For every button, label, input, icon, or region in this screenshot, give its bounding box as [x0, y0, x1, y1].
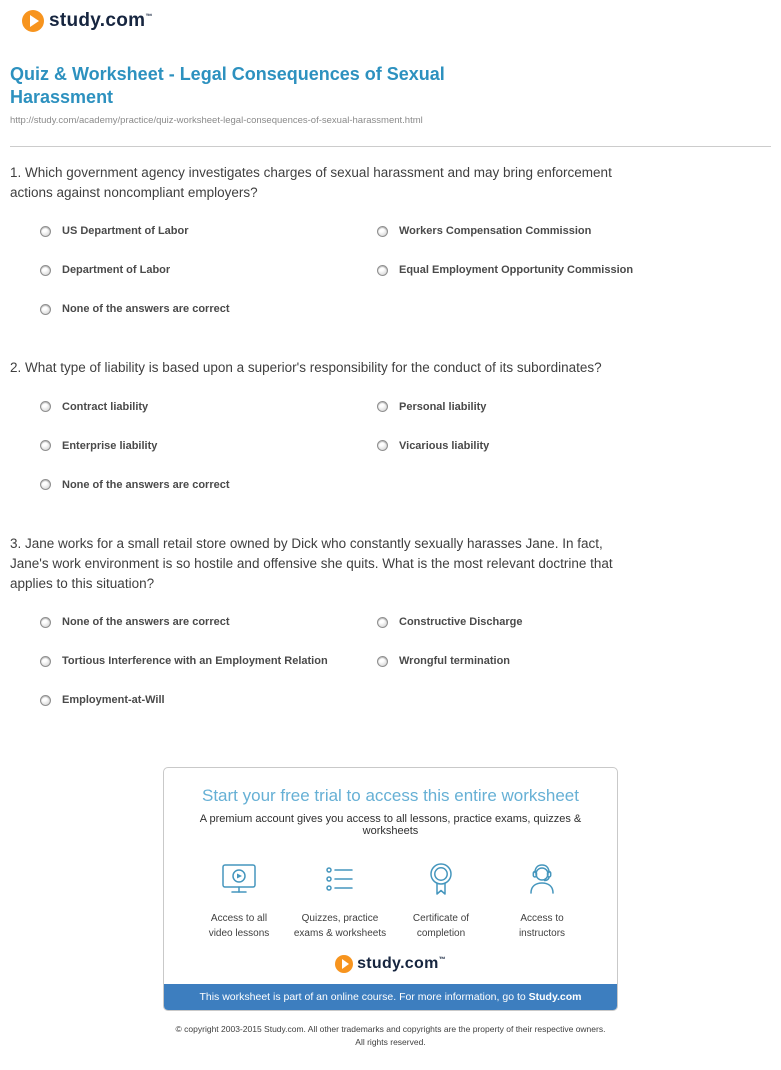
option-label: Vicarious liability — [399, 439, 490, 452]
option-label: None of the answers are correct — [62, 303, 230, 316]
play-circle-icon — [335, 955, 353, 973]
option-label: Personal liability — [399, 400, 487, 413]
option-label: US Department of Labor — [62, 225, 189, 238]
feature-certificate — [392, 859, 490, 941]
logo-text — [357, 955, 446, 973]
option-label: Enterprise liability — [62, 439, 158, 452]
options-right-column — [377, 225, 633, 342]
radio-button-icon[interactable] — [377, 226, 388, 237]
free-trial-promo-card — [163, 767, 618, 1011]
trademark-symbol: ™ — [145, 13, 153, 21]
option-label: None of the answers are correct — [62, 478, 230, 491]
feature-label — [392, 912, 490, 941]
radio-button-icon[interactable] — [40, 695, 51, 706]
feature-label — [291, 912, 389, 941]
question-text: 1. Which government agency investigates charges of sexual harassment and may bring enforcement actions against noncompliant employers? — [10, 164, 612, 201]
answer-options — [10, 616, 771, 733]
radio-button-icon[interactable] — [40, 617, 51, 628]
feature-label — [190, 912, 288, 941]
answer-option[interactable] — [377, 616, 522, 628]
feature-label-line1: Quizzes, practice — [301, 913, 379, 925]
banner-text: This worksheet is part of an online course. For more information, go to — [199, 991, 529, 1004]
answer-option[interactable] — [40, 440, 377, 452]
logo-text — [49, 10, 153, 32]
feature-label-line2: completion — [416, 927, 466, 939]
page-title: Quiz & Worksheet - Legal Consequences of Sexual Harassment — [10, 64, 445, 108]
radio-button-icon[interactable] — [377, 617, 388, 628]
answer-option[interactable] — [377, 440, 489, 452]
option-label: None of the answers are correct — [62, 616, 230, 629]
feature-list — [164, 859, 617, 941]
radio-button-icon[interactable] — [40, 304, 51, 315]
answer-option[interactable] — [40, 401, 377, 413]
radio-button-icon[interactable] — [377, 656, 388, 667]
question-text: 2. What type of liability is based upon a superior's responsibility for the conduct of its subordinates? — [10, 360, 602, 376]
logo-suffix: .com — [400, 955, 439, 973]
question-2 — [10, 358, 771, 517]
answer-option[interactable] — [377, 264, 633, 276]
radio-button-icon[interactable] — [40, 265, 51, 276]
feature-label-line2: instructors — [518, 927, 566, 939]
answer-option[interactable] — [40, 616, 377, 628]
feature-instructors — [493, 859, 591, 941]
option-label: Workers Compensation Commission — [399, 225, 592, 238]
radio-button-icon[interactable] — [40, 479, 51, 490]
radio-button-icon[interactable] — [377, 401, 388, 412]
logo-brand: study — [49, 10, 100, 31]
answer-option[interactable] — [377, 225, 633, 237]
feature-label-line2: video lessons — [208, 927, 270, 939]
trademark-symbol: ™ — [438, 956, 446, 964]
answer-option[interactable] — [40, 264, 377, 276]
feature-label — [493, 912, 591, 941]
certificate-medal-icon — [421, 886, 461, 903]
page-url: http://study.com/academy/practice/quiz-worksheet-legal-consequences-of-sexual-harassment.html — [10, 114, 423, 126]
copyright-line2: All rights reserved. — [355, 1037, 426, 1048]
radio-button-icon[interactable] — [40, 656, 51, 667]
radio-button-icon[interactable] — [40, 440, 51, 451]
feature-quizzes — [291, 859, 389, 941]
radio-button-icon[interactable] — [377, 265, 388, 276]
feature-label-line1: Access to all — [210, 913, 268, 925]
option-label: Constructive Discharge — [399, 616, 523, 629]
option-label: Contract liability — [62, 400, 149, 413]
video-monitor-play-icon — [219, 886, 259, 903]
feature-video-lessons — [190, 859, 288, 941]
question-1 — [10, 163, 771, 343]
feature-label-line1: Certificate of — [412, 913, 470, 925]
options-left-column — [40, 401, 377, 518]
answer-option[interactable] — [40, 694, 377, 706]
options-left-column — [40, 225, 377, 342]
answer-options — [10, 225, 771, 342]
question-text: 3. Jane works for a small retail store owned by Dick who constantly sexually harasses Jane. In fact, Jane's work environment is so hostile and offensive she quits. What is the most relevant doctrine that applies to this situation? — [10, 535, 613, 592]
answer-option[interactable] — [40, 655, 377, 667]
play-triangle-icon — [30, 15, 39, 27]
copyright-footer — [131, 1023, 651, 1049]
options-left-column — [40, 616, 377, 733]
radio-button-icon[interactable] — [40, 401, 51, 412]
studycom-logo[interactable] — [22, 10, 153, 32]
radio-button-icon[interactable] — [40, 226, 51, 237]
answer-option[interactable] — [377, 401, 489, 413]
answer-option[interactable] — [40, 303, 377, 315]
options-right-column — [377, 616, 522, 733]
copyright-line1: © copyright 2003-2015 Study.com. All other trademarks and copyrights are the property of their respective owners. — [175, 1024, 606, 1035]
feature-label-line2: exams & worksheets — [293, 927, 387, 939]
divider — [10, 146, 771, 147]
promo-heading: Start your free trial to access this entire worksheet — [202, 786, 579, 806]
option-label: Tortious Interference with an Employment Relation — [62, 655, 328, 668]
instructor-headset-icon — [522, 886, 562, 903]
option-label: Wrongful termination — [399, 655, 511, 668]
play-triangle-icon — [342, 959, 349, 969]
play-circle-icon — [22, 10, 44, 32]
site-header — [0, 0, 781, 37]
radio-button-icon[interactable] — [377, 440, 388, 451]
option-label: Equal Employment Opportunity Commission — [399, 264, 634, 277]
feature-label-line1: Access to — [520, 913, 564, 925]
option-label: Department of Labor — [62, 264, 171, 277]
question-3 — [10, 534, 771, 734]
course-info-banner — [164, 984, 617, 1010]
checklist-icon — [320, 886, 360, 903]
option-label: Employment-at-Will — [62, 694, 165, 707]
studycom-logo-small[interactable] — [164, 955, 617, 973]
answer-option[interactable] — [40, 225, 377, 237]
logo-brand: study — [357, 955, 401, 973]
answer-option[interactable] — [377, 655, 522, 667]
options-right-column — [377, 401, 489, 518]
answer-option[interactable] — [40, 479, 377, 491]
answer-options — [10, 401, 771, 518]
banner-study-link[interactable]: Study.com — [528, 991, 582, 1004]
promo-subheading: A premium account gives you access to all lessons, practice exams, quizzes & worksheets — [199, 813, 582, 838]
logo-suffix: .com — [99, 10, 146, 31]
